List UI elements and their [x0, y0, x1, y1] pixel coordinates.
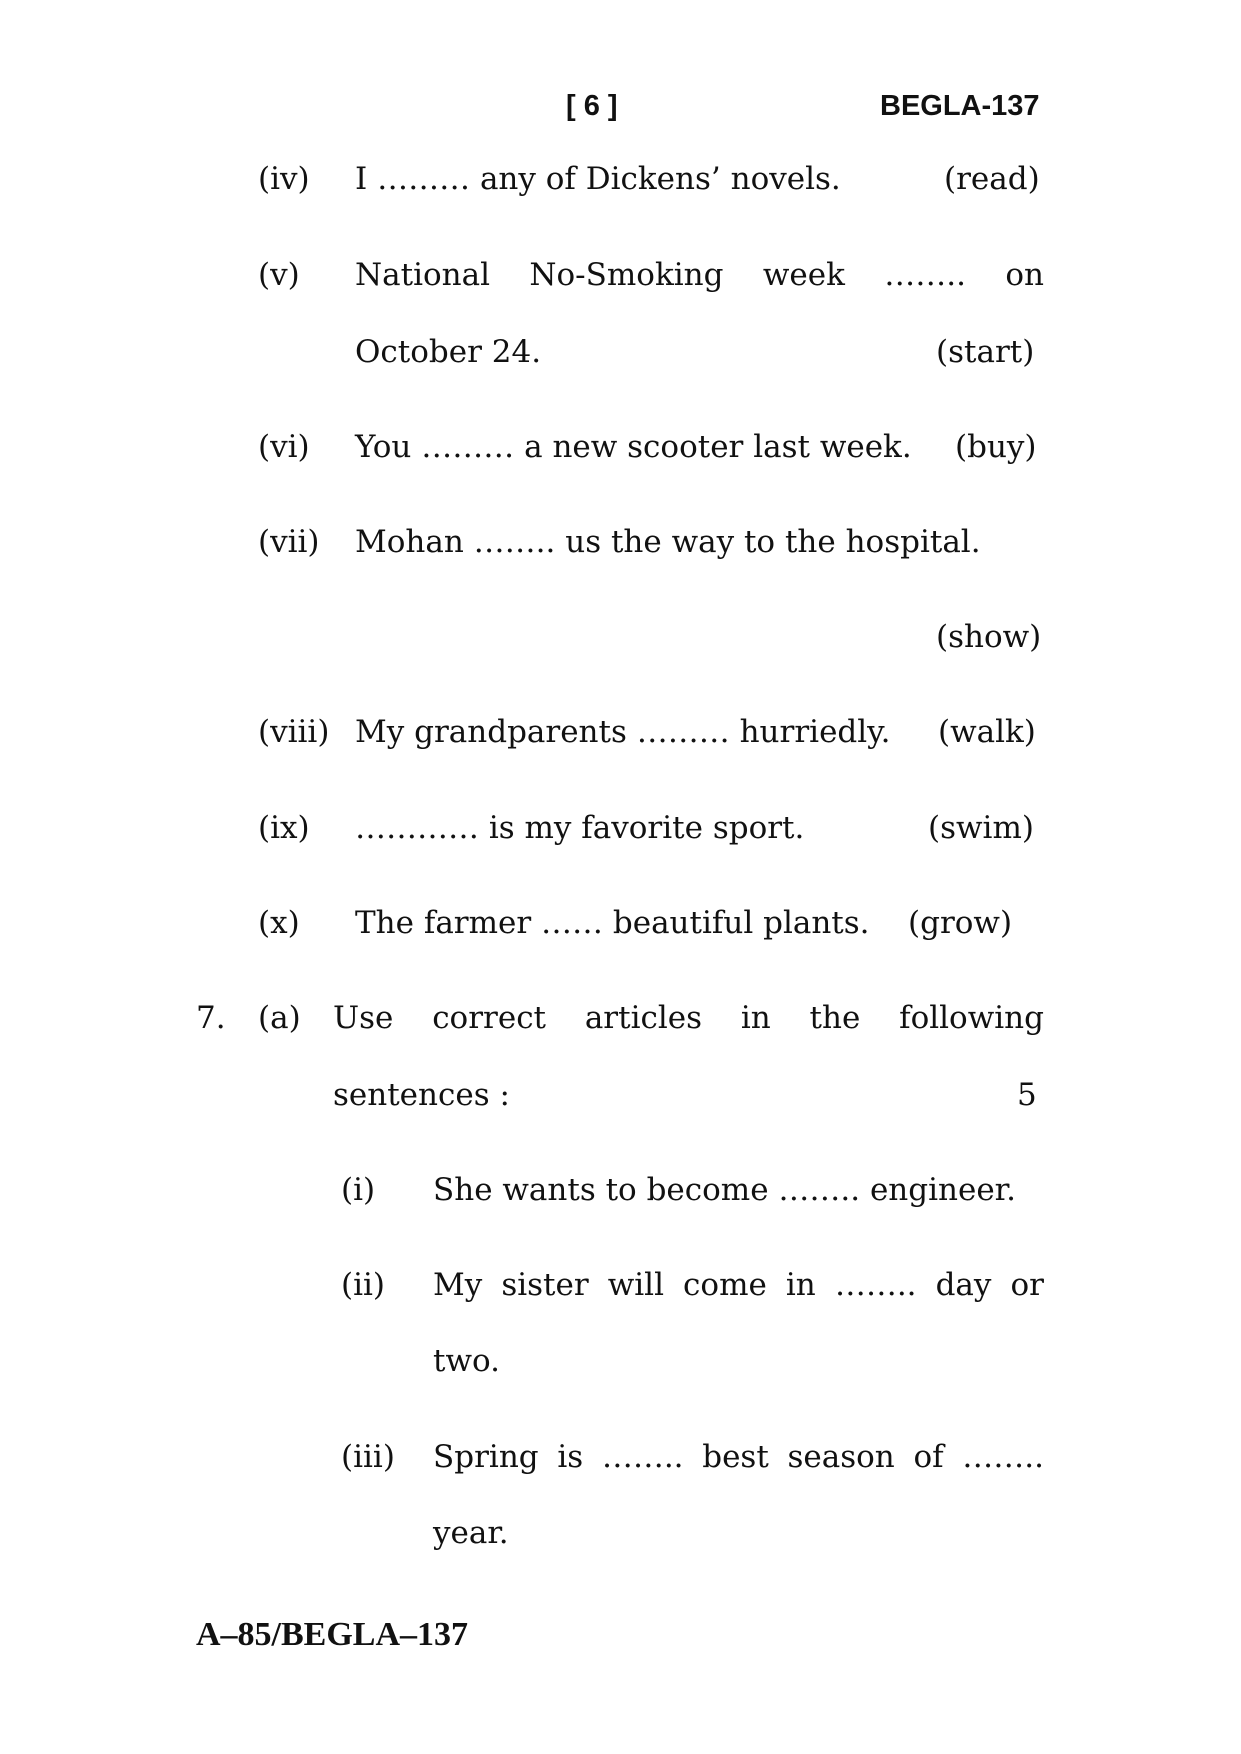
- item-text-line1: National No-Smoking week …….. on: [355, 257, 1044, 293]
- item-text: I ……… any of Dickens’ novels.: [355, 161, 841, 197]
- page-number: [ 6 ]: [566, 90, 618, 122]
- question-text-line1: Use correct articles in the following: [333, 1000, 1044, 1036]
- item-hint: (grow): [908, 905, 1013, 941]
- question-marks: 5: [1017, 1077, 1037, 1113]
- item-text: ………… is my favorite sport.: [355, 810, 805, 846]
- sub-item-text: She wants to become …….. engineer.: [433, 1172, 1016, 1208]
- question-text-line2: sentences :: [333, 1077, 510, 1113]
- item-hint: (show): [936, 619, 1042, 655]
- item-label: (vi): [258, 429, 310, 465]
- question-number: 7.: [196, 1000, 226, 1036]
- item-text: Mohan …….. us the way to the hospital.: [355, 524, 981, 560]
- sub-item-label: (iii): [341, 1439, 395, 1475]
- sub-item-label: (i): [341, 1172, 376, 1208]
- item-label: (viii): [258, 714, 330, 750]
- item-hint: (read): [944, 161, 1040, 197]
- item-hint: (buy): [955, 429, 1037, 465]
- sub-item-label: (ii): [341, 1267, 386, 1303]
- item-label: (x): [258, 905, 300, 941]
- sub-item-text-line2: year.: [433, 1515, 509, 1551]
- sub-item-text-line1: Spring is …….. best season of ……..: [433, 1439, 1044, 1475]
- item-label: (v): [258, 257, 300, 293]
- footer-code: A–85/BEGLA–137: [196, 1616, 469, 1653]
- sub-item-text-line2: two.: [433, 1343, 500, 1379]
- paper-code: BEGLA-137: [880, 90, 1040, 122]
- item-hint: (swim): [928, 810, 1034, 846]
- item-text: You ……… a new scooter last week.: [355, 429, 912, 465]
- item-hint: (walk): [938, 714, 1036, 750]
- item-text: My grandparents ……… hurriedly.: [355, 714, 891, 750]
- question-part: (a): [258, 1000, 301, 1036]
- item-label: (vii): [258, 524, 320, 560]
- item-hint: (start): [936, 334, 1035, 370]
- item-text-line2: October 24.: [355, 334, 542, 370]
- item-text: The farmer …… beautiful plants.: [355, 905, 870, 941]
- item-label: (iv): [258, 161, 310, 197]
- item-label: (ix): [258, 810, 310, 846]
- sub-item-text-line1: My sister will come in …….. day or: [433, 1267, 1044, 1303]
